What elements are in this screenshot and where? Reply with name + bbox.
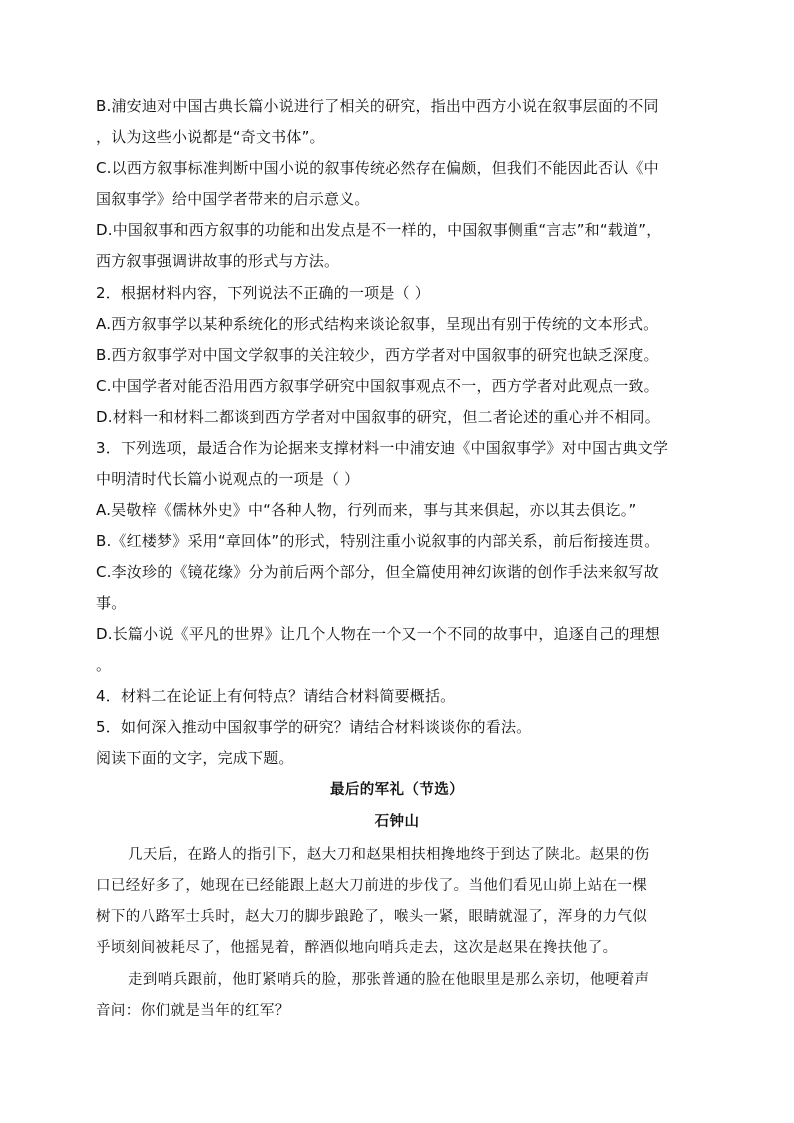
story-paragraph-2-line2: 音问：你们就是当年的红军？ — [96, 1003, 290, 1019]
question-3-option-d-line2: 。 — [96, 656, 112, 674]
option-c-line1: C.以西方叙事标准判断中国小说的叙事传统必然存在偏颇，但我们不能因此否认《中 — [96, 159, 659, 177]
question-3-option-b: B.《红楼梦》采用“章回体”的形式，特别注重小说叙事的内部关系，前后衔接连贯。 — [96, 532, 660, 550]
story-paragraph-1-line3: 树下的八路军士兵时，赵大刀的脚步踉跄了，喉头一紧，眼睛就湿了，浑身的力气似 — [96, 909, 648, 925]
question-2-stem: 2．根据材料内容，下列说法不正确的一项是（ ） — [96, 284, 430, 302]
story-paragraph-1-line2: 口已经好多了，她现在已经能跟上赵大刀前进的步伐了。当他们看见山峁上站在一棵 — [96, 878, 648, 894]
question-2-option-d: D.材料一和材料二都谈到西方学者对中国叙事的研究，但二者论述的重心并不相同。 — [96, 408, 660, 426]
question-4: 4．材料二在论证上有何特点？请结合材料简要概括。 — [96, 687, 456, 705]
question-3-option-c-line2: 事。 — [96, 594, 127, 612]
story-paragraph-2-line1: 走到哨兵跟前，他盯紧哨兵的脸，那张普通的脸在他眼里是那么亲切，他哽着声 — [128, 972, 650, 988]
option-c-line2: 国叙事学》给中国学者带来的启示意义。 — [96, 190, 370, 208]
question-2-option-c: C.中国学者对能否沿用西方叙事学研究中国叙事观点不一，西方学者对此观点一致。 — [96, 377, 659, 395]
question-5: 5．如何深入推动中国叙事学的研究？请结合材料谈谈你的看法。 — [96, 718, 532, 736]
question-2-option-a: A.西方叙事学以某种系统化的形式结构来谈论叙事，呈现出有别于传统的文本形式。 — [96, 315, 659, 333]
option-d-line1: D.中国叙事和西方叙事的功能和出发点是不一样的，中国叙事侧重“言志”和“载道”， — [96, 221, 662, 239]
question-3-stem-line2: 中明清时代长篇小说观点的一项是（ ） — [96, 470, 360, 488]
story-title: 最后的军礼（节选） — [329, 781, 465, 798]
question-2-option-b: B.西方叙事学对中国文学叙事的关注较少，西方学者对中国叙事的研究也缺乏深度。 — [96, 346, 659, 364]
story-paragraph-1-line4: 乎顷刻间被耗尽了，他摇晃着，醉酒似地向哨兵走去，这次是赵果在搀扶他了。 — [96, 940, 618, 956]
option-b-line2: ，认为这些小说都是“奇文书体”。 — [96, 128, 325, 146]
story-paragraph-1-line1: 几天后，在路人的指引下，赵大刀和赵果相扶相搀地终于到达了陕北。赵果的伤 — [128, 847, 650, 863]
story-author: 石钟山 — [374, 813, 420, 830]
option-b-line1: B.浦安迪对中国古典长篇小说进行了相关的研究，指出中西方小说在叙事层面的不同 — [96, 97, 659, 115]
question-3-stem-line1: 3．下列选项，最适合作为论据来支撑材料一中浦安迪《中国叙事学》对中国古典文学 — [96, 439, 669, 457]
reading-instruction: 阅读下面的文字，完成下题。 — [96, 749, 294, 767]
question-3-option-c-line1: C.李汝珍的《镜花缘》分为前后两个部分，但全篇使用神幻诙谐的创作手法来叙写故 — [96, 563, 659, 581]
question-3-option-a: A.吴敬梓《儒林外史》中“各种人物，行列而来，事与其来俱起，亦以其去俱讫。” — [96, 501, 637, 519]
question-3-option-d-line1: D.长篇小说《平凡的世界》让几个人物在一个又一个不同的故事中，追逐自己的理想 — [96, 625, 660, 643]
option-d-line2: 西方叙事强调讲故事的形式与方法。 — [96, 252, 340, 270]
